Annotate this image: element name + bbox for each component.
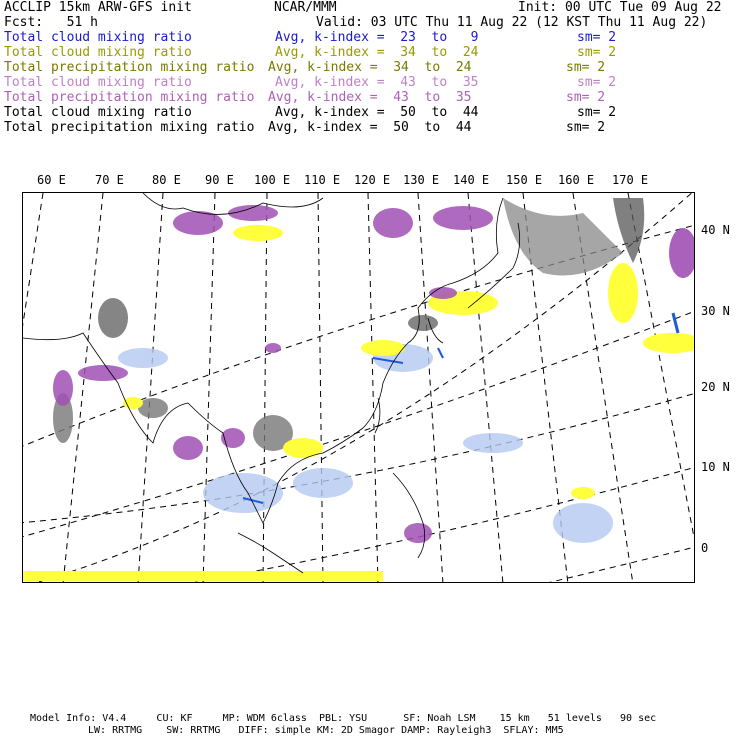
lon-label-150e: 150 E	[506, 173, 543, 187]
purple-patch	[265, 343, 281, 353]
legend-avg-4: Avg, k-index = 43 to 35	[275, 75, 479, 90]
lat-label-0: 0	[701, 541, 709, 555]
lon-label-60e: 60 E	[37, 173, 66, 187]
lon-label-120e: 120 E	[354, 173, 391, 187]
meridian-80e	[138, 193, 163, 583]
legend-field-5: Total precipitation mixing ratio	[4, 90, 255, 105]
lat-label-30n: 30 N	[701, 304, 730, 318]
meridian-110e	[318, 193, 323, 583]
legend-avg-5: Avg, k-index = 43 to 35	[268, 90, 472, 105]
lon-label-70e: 70 E	[95, 173, 124, 187]
purple-patch	[404, 523, 432, 543]
blue-streak	[673, 313, 678, 333]
legend-sm-3: sm= 2	[566, 60, 606, 75]
yellow-patch	[643, 333, 695, 353]
forecast-hour: Fcst: 51 h	[4, 15, 98, 30]
gray-patch	[98, 298, 128, 338]
legend-field-7: Total precipitation mixing ratio	[4, 120, 255, 135]
lon-label-100e: 100 E	[254, 173, 291, 187]
map-canvas	[23, 193, 695, 583]
legend-sm-4: sm= 2	[577, 75, 617, 90]
legend-avg-7: Avg, k-index = 50 to 44	[268, 120, 472, 135]
purple-patch	[373, 208, 413, 238]
lon-label-110e: 110 E	[304, 173, 341, 187]
yellow-patch	[571, 487, 595, 499]
meridian-120e	[368, 193, 378, 583]
center-name: NCAR/MMM	[274, 0, 337, 15]
legend-sm-6: sm= 2	[577, 105, 617, 120]
cloud-patch	[553, 503, 613, 543]
purple-patch	[433, 206, 493, 230]
legend-field-1: Total cloud mixing ratio	[4, 30, 192, 45]
yellow-patch	[283, 438, 323, 458]
yellow-patch	[361, 340, 405, 356]
blue-streak	[438, 348, 443, 358]
legend-field-2: Total cloud mixing ratio	[4, 45, 192, 60]
legend-field-4: Total cloud mixing ratio	[4, 75, 192, 90]
init-time: Init: 00 UTC Tue 09 Aug 22	[518, 0, 722, 15]
model-info-line-2: LW: RRTMG SW: RRTMG DIFF: simple KM: 2D Smagor DAMP: Rayleigh3 SFLAY: MM5	[88, 725, 564, 736]
legend-field-3: Total precipitation mixing ratio	[4, 60, 255, 75]
taiwan-coastline	[375, 398, 380, 433]
yellow-patch	[23, 571, 383, 581]
yellow-patch	[608, 263, 638, 323]
purple-patch	[53, 370, 73, 406]
gray-patch	[138, 398, 168, 418]
legend-sm-5: sm= 2	[566, 90, 606, 105]
meridian-60e	[23, 193, 43, 583]
lon-label-130e: 130 E	[403, 173, 440, 187]
legend-avg-1: Avg, k-index = 23 to 9	[275, 30, 479, 45]
lat-circle-30n	[23, 308, 695, 538]
map-panel	[22, 192, 695, 583]
philippines-coastline	[393, 473, 425, 558]
cloud-patch	[463, 433, 523, 453]
gray-patch	[408, 315, 438, 331]
lon-label-90e: 90 E	[205, 173, 234, 187]
yellow-patch	[233, 225, 283, 241]
field-gray	[53, 198, 644, 451]
legend-field-6: Total cloud mixing ratio	[4, 105, 192, 120]
lat-label-40n: 40 N	[701, 223, 730, 237]
model-info-line-1: Model Info: V4.4 CU: KF MP: WDM 6class PBL: YSU SF: Noah LSM 15 km 51 levels 90 sec	[30, 713, 657, 724]
meridian-90e	[203, 193, 215, 583]
cloud-patch	[293, 468, 353, 498]
purple-patch	[78, 365, 128, 381]
purple-patch	[173, 436, 203, 460]
gray-patch	[503, 198, 623, 276]
legend-sm-1: sm= 2	[577, 30, 617, 45]
meridian-100e	[263, 193, 267, 583]
valid-time: Valid: 03 UTC Thu 11 Aug 22 (12 KST Thu 11 Aug 22)	[316, 15, 708, 30]
legend-avg-3: Avg, k-index = 34 to 24	[268, 60, 472, 75]
lat-circle-20n	[23, 391, 695, 523]
legend-avg-6: Avg, k-index = 50 to 44	[275, 105, 479, 120]
lat-label-10n: 10 N	[701, 460, 730, 474]
legend-sm-2: sm= 2	[577, 45, 617, 60]
cloud-patch	[118, 348, 168, 368]
lon-label-140e: 140 E	[453, 173, 490, 187]
cloud-patch	[203, 473, 283, 513]
indonesia-coastline	[238, 533, 303, 573]
lat-label-20n: 20 N	[701, 380, 730, 394]
legend-avg-2: Avg, k-index = 34 to 24	[275, 45, 479, 60]
lon-label-160e: 160 E	[558, 173, 595, 187]
model-title: ACCLIP 15km ARW-GFS init	[4, 0, 192, 15]
lon-label-170e: 170 E	[612, 173, 649, 187]
lon-label-80e: 80 E	[152, 173, 181, 187]
legend-sm-7: sm= 2	[566, 120, 606, 135]
purple-patch	[669, 228, 695, 278]
